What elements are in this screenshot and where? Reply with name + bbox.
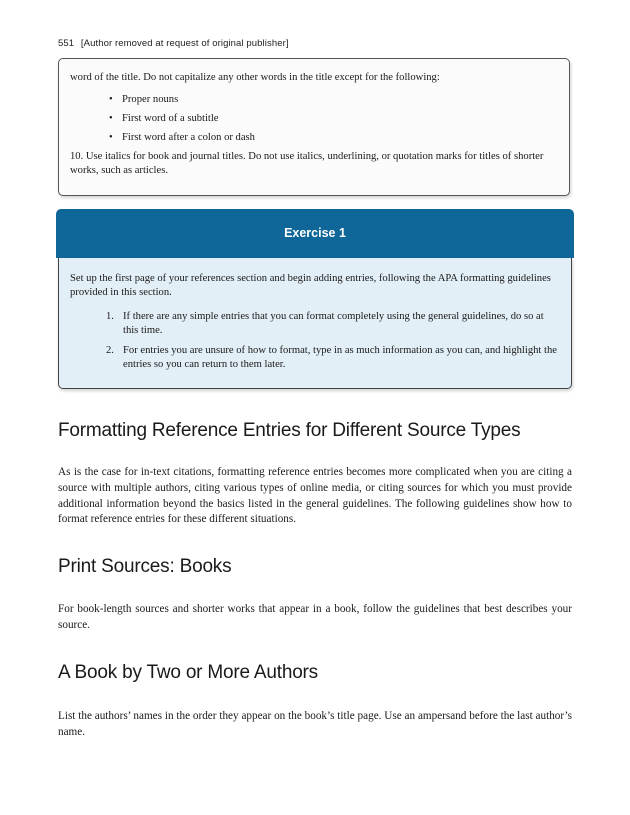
exercise-steps: [70, 310, 559, 372]
exercise-step: [106, 310, 559, 338]
exercise-body: [58, 258, 572, 389]
step-text: If there are any simple entries that you can format completely using the general guidelines, do so at this time.: [123, 311, 544, 336]
exercise-intro: Set up the first page of your references section and begin adding entries, following the APA formatting guidelines provided in this section.: [70, 273, 551, 298]
step-number: 1.: [106, 311, 114, 322]
section-heading: A Book by Two or More Authors: [58, 662, 318, 683]
step-text: For entries you are unsure of how to format, type in as much information as you can, and highlight the entries so you can return to them later.: [123, 345, 557, 370]
section-paragraph: As is the case for in-text citations, formatting reference entries becomes more complicated when you are citing a source with multiple authors, citing various types of online media, or citing sources for which you must provide additional information beyond the basics listed in the general guidelines. The following guidelines show how to format reference entries for these different situations.: [58, 466, 572, 526]
step-number: 2.: [106, 345, 114, 356]
section-heading: Print Sources: Books: [58, 556, 232, 577]
running-header: [58, 38, 289, 49]
exercise-box: [56, 209, 574, 389]
section-heading: Formatting Reference Entries for Different Source Types: [58, 420, 521, 441]
list-item: • First word of a subtitle: [122, 112, 558, 126]
list-item: • First word after a colon or dash: [122, 131, 558, 145]
page-number: 551: [58, 38, 75, 49]
guidelines-box-continued: [58, 58, 570, 196]
guideline-continued-text: word of the title. Do not capitalize any other words in the title except for the following:: [70, 72, 440, 83]
guideline-10: 10. Use italics for book and journal titles. Do not use italics, underlining, or quotation marks for titles of shorter works, such as articles.: [70, 151, 544, 176]
section-paragraph: List the authors’ names in the order they appear on the book’s title page. Use an ampersand before the last author’s name.: [58, 710, 572, 738]
exercise-title: Exercise 1: [56, 209, 574, 258]
running-title: [Author removed at request of original publisher]: [80, 38, 289, 49]
exercise-step: [106, 344, 559, 372]
capitalization-exceptions-list: [70, 93, 558, 145]
section-paragraph: For book-length sources and shorter works that appear in a book, follow the guidelines that best describes your source.: [58, 603, 572, 631]
list-item: • Proper nouns: [122, 93, 558, 107]
